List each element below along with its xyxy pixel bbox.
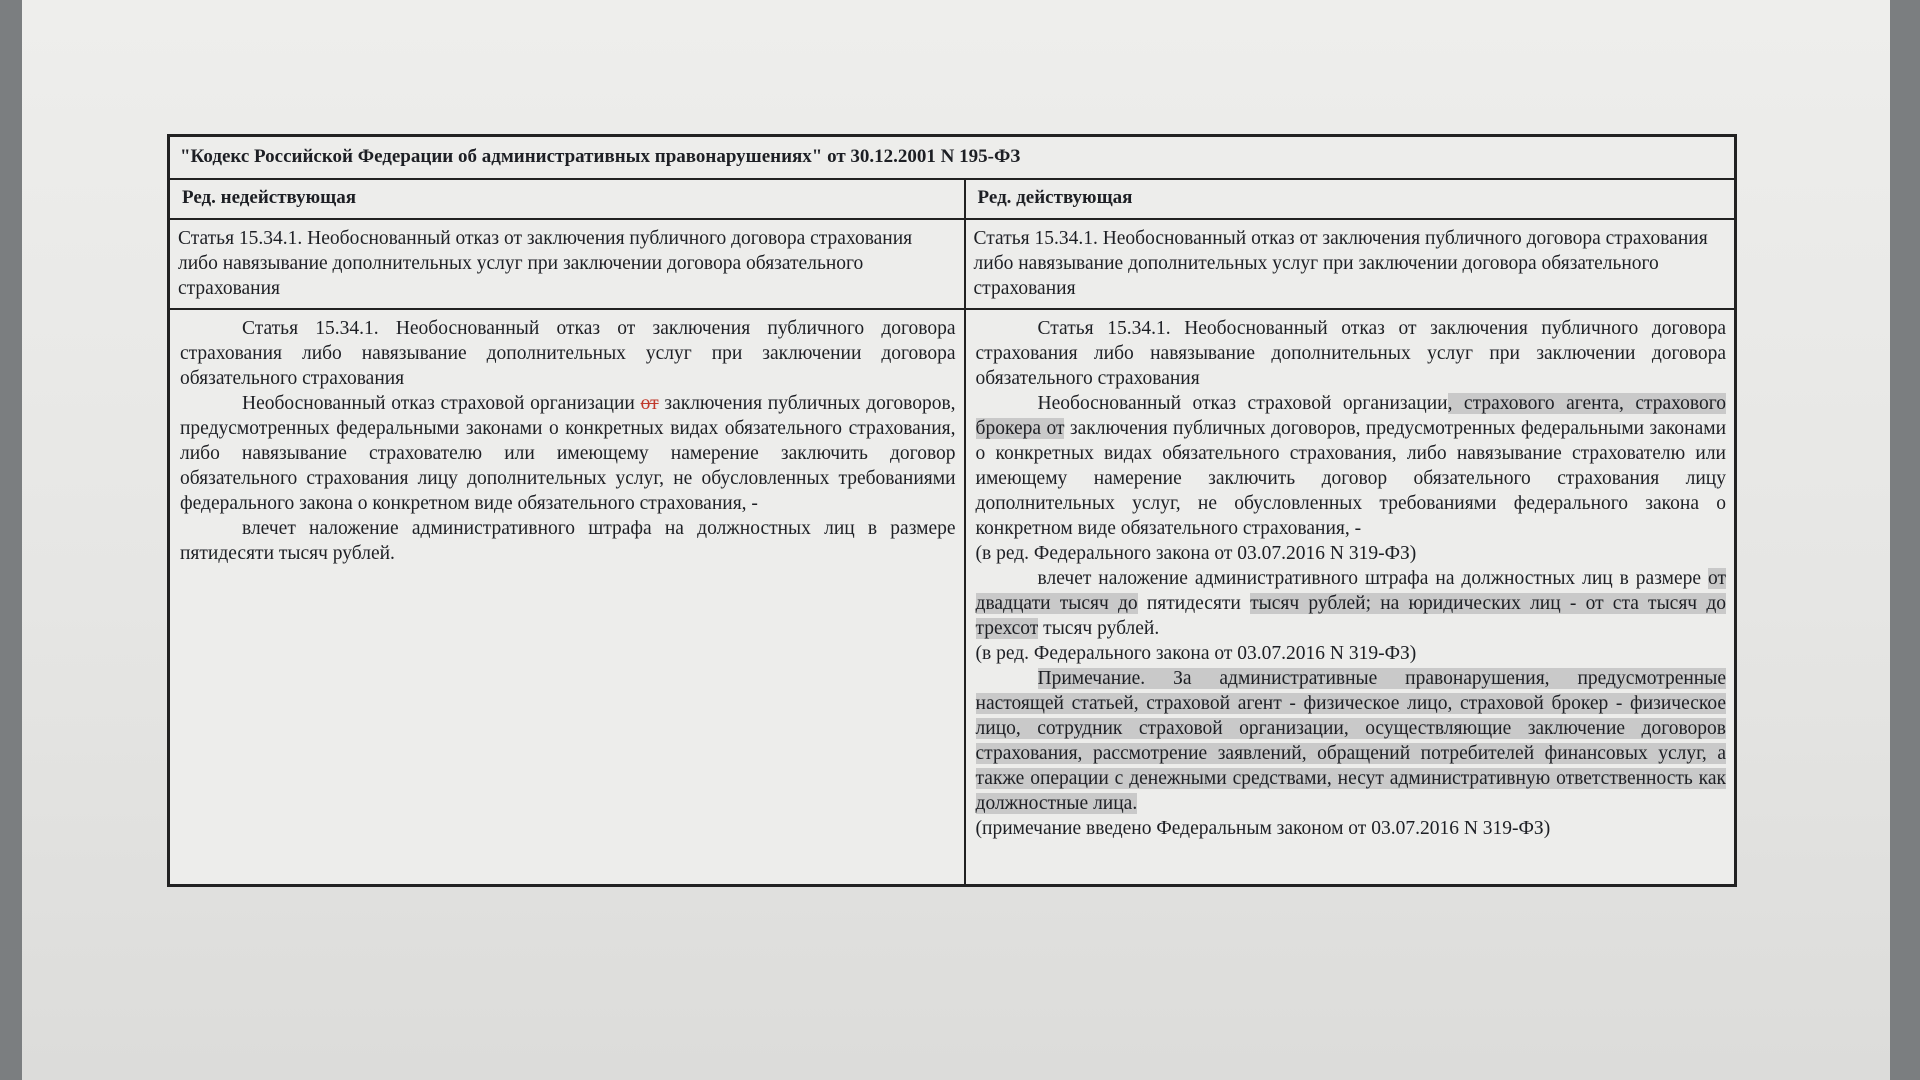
active-offense-end: заключения публичных договоров, предусмотренных федеральными законами о конкретных видах обязательного страхования, либо навязывание страхователю или имеющему намерение заключить договор обязательного страхования лицу дополнительных услуг, не обусловленных требованиями федерального закона о конкретном виде обязательного страхования, - [975, 418, 1726, 539]
document-page [22, 0, 1890, 1080]
inactive-paragraph-title: Статья 15.34.1. Необоснованный отказ от заключения публичного договора страхования либо навязывание дополнительных услуг при заключении договора обязательного страхования [180, 318, 956, 389]
penalty-end: тысяч рублей. [1038, 618, 1160, 639]
inactive-offense-start: Необоснованный отказ страховой организации [242, 393, 641, 414]
column-header-inactive: Ред. недействующая [169, 179, 965, 219]
highlighted-penalty-2: тысяч рублей; на юридических лиц - от ста тысяч до трехсот [975, 593, 1726, 639]
active-paragraph-offense [976, 391, 1726, 541]
inactive-paragraph-offense [180, 391, 956, 516]
struck-word: от [640, 393, 659, 414]
penalty-middle: пятидесяти [1137, 593, 1251, 614]
active-offense-start: Необоснованный отказ страховой организации [1037, 393, 1448, 414]
article-body-inactive [169, 309, 965, 886]
article-heading-active: Статья 15.34.1. Необоснованный отказ от заключения публичного договора страхования либо навязывание дополнительных услуг при заключении договора обязательного страхования [965, 219, 1736, 309]
comparison-table [167, 134, 1737, 887]
column-header-active: Ред. действующая [965, 179, 1736, 219]
highlighted-penalty-1: от двадцати тысяч до [975, 568, 1726, 614]
inactive-offense-end: заключения публичных договоров, предусмотренных федеральными законами о конкретных видах обязательного страхования, либо навязывание страхователю или имеющему намерение заключить договор обязательного страхования лицу дополнительных услуг, не обусловленных требованиями федерального закона о конкретном виде обязательного страхования, - [180, 393, 956, 514]
active-paragraph-title: Статья 15.34.1. Необоснованный отказ от заключения публичного договора страхования либо навязывание дополнительных услуг при заключении договора обязательного страхования [975, 318, 1726, 389]
penalty-start: влечет наложение административного штрафа на должностных лиц в размере [1037, 568, 1708, 589]
highlighted-insertion: , страхового агента, страхового брокера от [975, 393, 1726, 439]
table-title: "Кодекс Российской Федерации об административных правонарушениях" от 30.12.2001 N 195-ФЗ [169, 136, 1736, 180]
active-paragraph-penalty [976, 566, 1726, 641]
redaction-note-1: (в ред. Федерального закона от 03.07.2016 N 319-ФЗ) [975, 543, 1417, 564]
inactive-paragraph-penalty: влечет наложение административного штрафа на должностных лиц в размере пятидесяти тысяч рублей. [180, 518, 956, 564]
active-note [976, 666, 1726, 816]
article-body-active [965, 309, 1736, 886]
article-heading-inactive: Статья 15.34.1. Необоснованный отказ от заключения публичного договора страхования либо навязывание дополнительных услуг при заключении договора обязательного страхования [169, 219, 965, 309]
note-source: (примечание введено Федеральным законом от 03.07.2016 N 319-ФЗ) [975, 818, 1551, 839]
redaction-note-2: (в ред. Федерального закона от 03.07.2016 N 319-ФЗ) [975, 643, 1417, 664]
highlighted-note: Примечание. За административные правонарушения, предусмотренные настоящей статьей, страховой агент - физическое лицо, страховой брокер - физическое лицо, сотрудник страховой организации, осуществляющие заключение договоров страхования, рассмотрение заявлений, обращений потребителей финансовых услуг, а также операции с денежными средствами, несут административную ответственность как должностные лица. [975, 668, 1726, 814]
